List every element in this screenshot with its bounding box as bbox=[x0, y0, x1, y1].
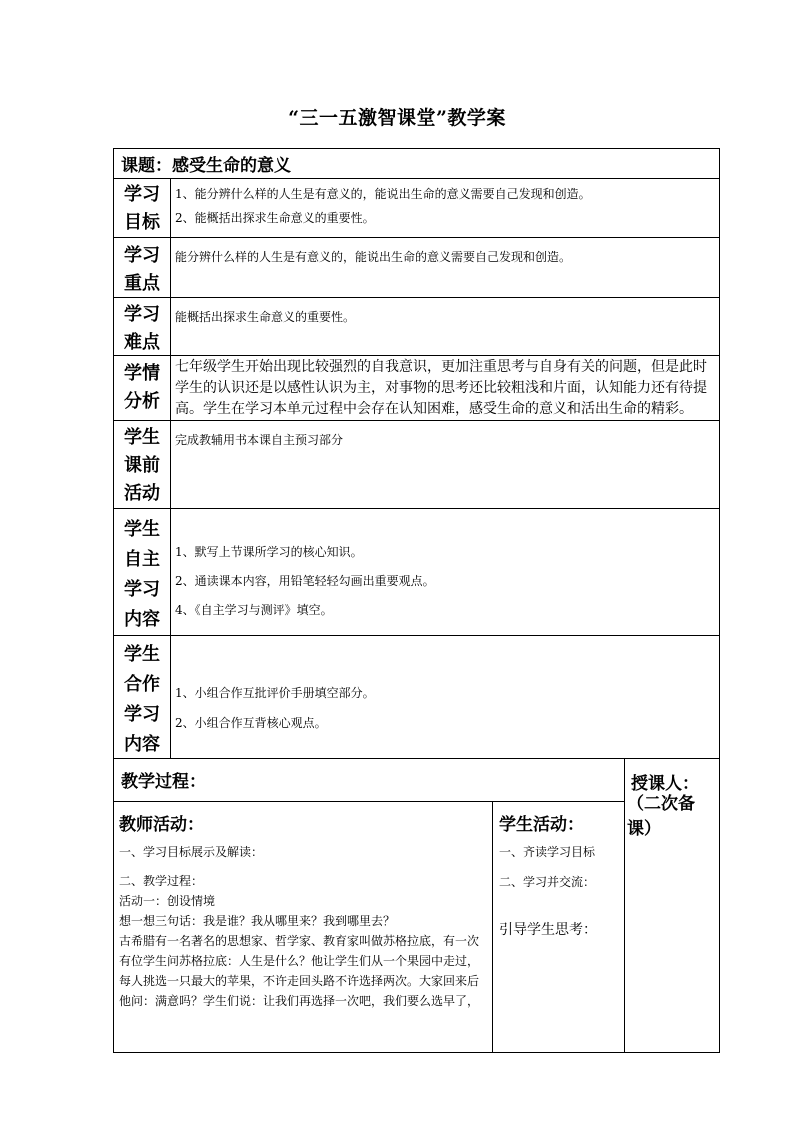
document-title: “三一五激智课堂”教学案 bbox=[288, 107, 506, 129]
text-line: 一、学习目标展示及解读： bbox=[119, 845, 264, 859]
label-line: 课前 bbox=[124, 455, 160, 476]
label-line: 重点 bbox=[124, 273, 160, 294]
text-line: 七年级学生开始出现比较强烈的自我意识，更加注重思考与自身有关的问题，但是此时 bbox=[175, 359, 707, 375]
list-item: 1、能分辨什么样的人生是有意义的，能说出生命的意义需要自己发现和创造。 bbox=[175, 187, 591, 201]
text-line: 每人挑选一只最大的苹果，不许走回头路不许选择两次。大家回来后 bbox=[119, 974, 480, 988]
key-points-content: 能分辨什么样的人生是有意义的，能说出生命的意义需要自己发现和创造。 bbox=[175, 250, 572, 264]
list-item: 2、能概括出探求生命意义的重要性。 bbox=[175, 211, 375, 225]
row-label-cooperation bbox=[114, 640, 170, 760]
label-line: 活动 bbox=[124, 483, 160, 504]
label-line: 学习 bbox=[124, 184, 160, 205]
student-activity-header: 学生活动： bbox=[499, 815, 584, 835]
row-label-preclass bbox=[114, 424, 170, 508]
difficulties-content: 能概括出探求生命意义的重要性。 bbox=[175, 310, 356, 324]
label-column-divider bbox=[170, 178, 171, 758]
row-line bbox=[113, 420, 720, 421]
second-prep-label: （二次备课） bbox=[627, 794, 695, 839]
label-line: 内容 bbox=[124, 734, 160, 755]
label-line: 内容 bbox=[124, 609, 160, 630]
row-label-self-study bbox=[114, 515, 170, 635]
table-border-right bbox=[719, 148, 720, 1053]
label-line: 学情 bbox=[124, 363, 160, 384]
student-activity-content bbox=[499, 842, 597, 940]
text-line: 引导学生思考： bbox=[499, 922, 597, 938]
text-line: 学生的认识还是以感性认识为主，对事物的思考还比较粗浅和片面，认知能力还有待提 bbox=[175, 380, 707, 396]
text-line: 一、齐读学习目标 bbox=[499, 845, 596, 859]
row-line bbox=[113, 635, 720, 636]
label-line: 学习 bbox=[124, 245, 160, 266]
list-item: 2、通读课本内容，用铅笔轻轻勾画出重要观点。 bbox=[175, 574, 435, 588]
label-line: 学生 bbox=[124, 427, 160, 448]
text-line: 活动一：创设情境 bbox=[119, 894, 216, 908]
cooperation-content bbox=[175, 678, 375, 738]
preclass-content: 完成教辅用书本课自主预习部分 bbox=[175, 433, 344, 447]
label-line: 合作 bbox=[124, 674, 160, 695]
self-study-content bbox=[175, 538, 435, 625]
list-item: 1、小组合作互批评价手册填空部分。 bbox=[175, 686, 375, 700]
lecturer-column-divider bbox=[624, 758, 625, 1053]
list-item: 4、《自主学习与测评》填空。 bbox=[175, 603, 333, 617]
row-line bbox=[113, 237, 720, 238]
label-line: 目标 bbox=[124, 212, 160, 233]
row-line bbox=[113, 178, 720, 179]
row-label-key-points bbox=[114, 242, 170, 298]
label-line: 学生 bbox=[124, 644, 160, 665]
lesson-topic: 课题：感受生命的意义 bbox=[121, 156, 291, 176]
table-border-top bbox=[113, 148, 720, 149]
table-border-bottom bbox=[113, 1052, 720, 1053]
row-line bbox=[113, 758, 720, 759]
lesson-plan-table bbox=[113, 148, 720, 1053]
label-line: 学习 bbox=[124, 704, 160, 725]
list-item: 1、默写上节课所学习的核心知识。 bbox=[175, 545, 363, 559]
text-line: 古希腊有一名著名的思想家、哲学家、教育家叫做苏格拉底，有一次 bbox=[119, 934, 480, 948]
row-line bbox=[113, 297, 720, 298]
label-line: 学习 bbox=[124, 579, 160, 600]
teacher-activity-content bbox=[119, 842, 479, 1011]
label-line: 学生 bbox=[124, 519, 160, 540]
row-label-analysis bbox=[114, 360, 170, 416]
row-label-goals bbox=[114, 181, 170, 237]
lecturer-header: 授课人： bbox=[631, 774, 699, 794]
row-line bbox=[113, 508, 720, 509]
row-line bbox=[113, 801, 625, 802]
teacher-activity-header: 教师活动： bbox=[119, 815, 204, 835]
label-line: 难点 bbox=[124, 332, 160, 353]
text-line: 想一想三句话：我是谁？我从哪里来？我到哪里去？ bbox=[119, 914, 396, 928]
teacher-student-divider bbox=[492, 801, 493, 1053]
label-line: 分析 bbox=[124, 391, 160, 412]
analysis-content bbox=[175, 357, 707, 420]
text-line: 二、学习并交流： bbox=[499, 875, 596, 889]
row-label-difficulties bbox=[114, 301, 170, 357]
text-line: 有位学生问苏格拉底：人生是什么？他让学生们从一个果园中走过， bbox=[119, 954, 480, 968]
text-line: 二、教学过程： bbox=[119, 874, 204, 888]
list-item: 2、小组合作互背核心观点。 bbox=[175, 716, 327, 730]
label-line: 学习 bbox=[124, 304, 160, 325]
process-header: 教学过程： bbox=[121, 772, 206, 792]
goals-content bbox=[175, 184, 591, 228]
label-line: 自主 bbox=[124, 549, 160, 570]
row-line bbox=[113, 355, 720, 356]
text-line: 高。学生在学习本单元过程中会存在认知困难，感受生命的意义和活出生命的精彩。 bbox=[175, 401, 693, 417]
text-line: 他问：满意吗？学生们说：让我们再选择一次吧，我们要么选早了， bbox=[119, 994, 480, 1008]
